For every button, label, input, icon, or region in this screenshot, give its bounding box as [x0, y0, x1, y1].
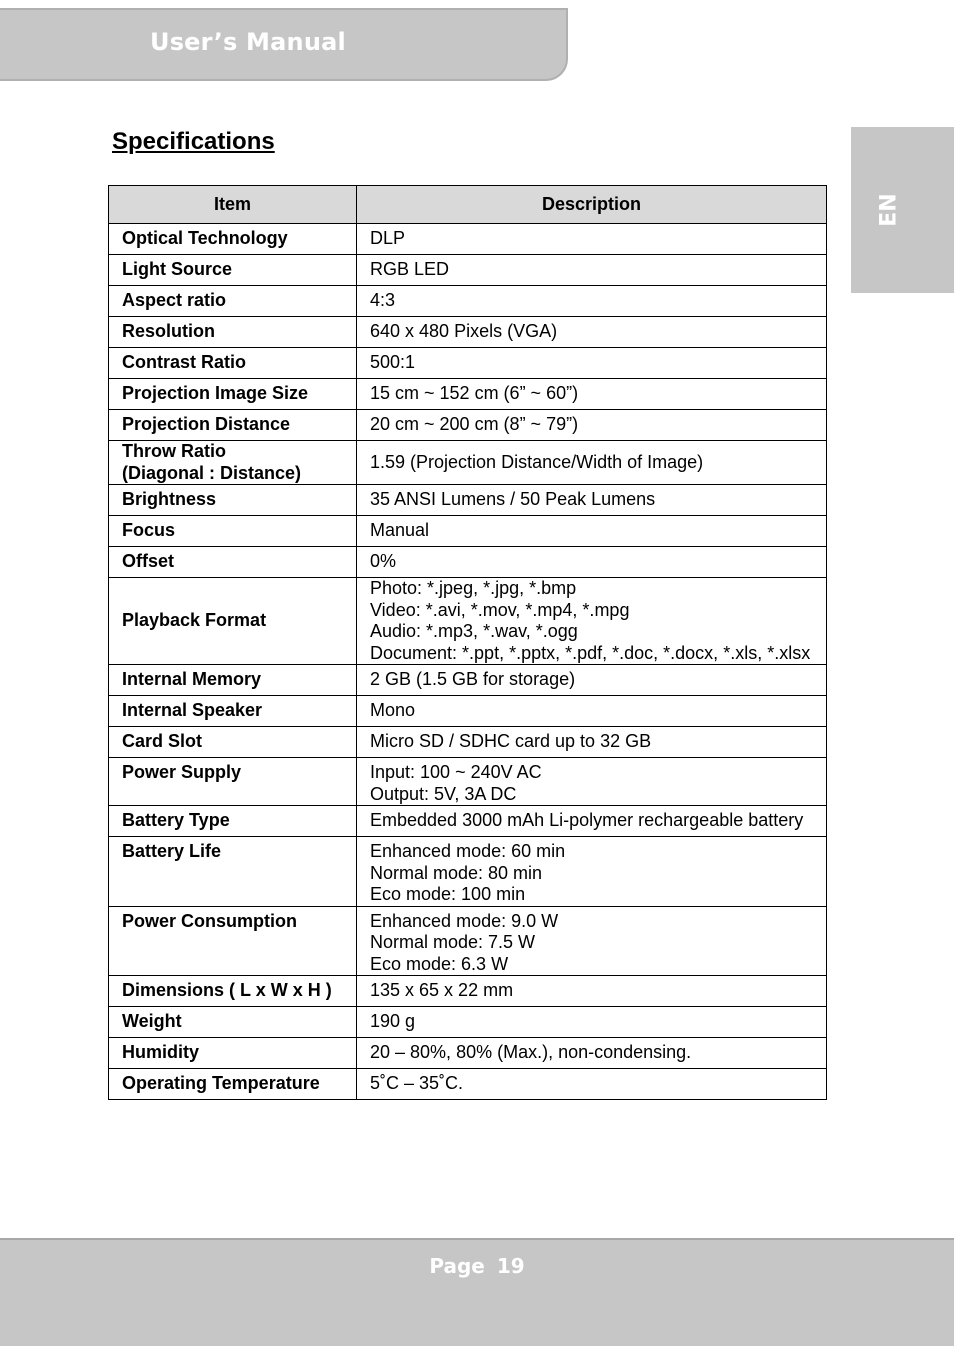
spec-description-cell: [357, 317, 827, 348]
spec-description-text: Normal mode: 7.5 W: [370, 932, 536, 952]
spec-item-text: Brightness: [122, 489, 217, 510]
spec-item-cell: [109, 516, 357, 547]
spec-item-cell: [109, 906, 357, 976]
table-row: [109, 255, 827, 286]
spec-item-text: Humidity: [122, 1042, 200, 1063]
table-row: [109, 578, 827, 665]
spec-item-text: Internal Memory: [122, 669, 262, 690]
language-tab: [851, 127, 954, 293]
spec-description-text: Manual: [370, 520, 430, 541]
table-row: [109, 317, 827, 348]
spec-description-text: Document: *.ppt, *.pptx, *.pdf, *.doc, *.docx, *.xls, *.xlsx: [370, 642, 811, 663]
spec-item-cell: [109, 1007, 357, 1038]
spec-item-cell: [109, 696, 357, 727]
spec-item-text: (Diagonal : Distance): [122, 462, 302, 483]
spec-description-text: Audio: *.mp3, *.wav, *.ogg: [370, 621, 578, 641]
spec-description-cell: [357, 441, 827, 485]
page-label: Page: [429, 1254, 485, 1278]
spec-item-cell: [109, 727, 357, 758]
spec-description-cell: [357, 516, 827, 547]
spec-description-text: 5˚C – 35˚C.: [370, 1073, 464, 1094]
spec-description-cell: [357, 837, 827, 907]
table-row: [109, 837, 827, 907]
spec-description-text: 2 GB (1.5 GB for storage): [370, 669, 576, 690]
spec-item-text: Battery Life: [122, 841, 222, 861]
spec-item-cell: [109, 1038, 357, 1069]
spec-description-cell: [357, 547, 827, 578]
table-row: [109, 348, 827, 379]
spec-item-cell: [109, 547, 357, 578]
spec-item-cell: [109, 348, 357, 379]
spec-item-cell: [109, 758, 357, 806]
spec-description-cell: [357, 1007, 827, 1038]
spec-item-text: Offset: [122, 551, 175, 572]
spec-item-text: Operating Temperature: [122, 1073, 320, 1094]
spec-item-text: Internal Speaker: [122, 700, 263, 721]
spec-description-cell: [357, 696, 827, 727]
table-row: [109, 758, 827, 806]
spec-description-text: 190 g: [370, 1011, 416, 1032]
spec-description-text: Eco mode: 100 min: [370, 884, 526, 904]
spec-item-cell: [109, 224, 357, 255]
table-row: [109, 441, 827, 485]
spec-item-text: Weight: [122, 1011, 182, 1032]
spec-item-text: Contrast Ratio: [122, 352, 247, 373]
spec-item-text: Dimensions ( L x W x H ): [122, 980, 332, 1001]
table-row: [109, 379, 827, 410]
spec-item-text: Light Source: [122, 259, 233, 280]
spec-description-cell: [357, 286, 827, 317]
spec-description-text: Photo: *.jpeg, *.jpg, *.bmp: [370, 578, 577, 598]
spec-description-cell: [357, 976, 827, 1007]
spec-item-cell: [109, 837, 357, 907]
table-row: [109, 1007, 827, 1038]
spec-description-text: Enhanced mode: 60 min: [370, 841, 566, 861]
spec-description-cell: [357, 348, 827, 379]
table-row: [109, 806, 827, 837]
spec-description-cell: [357, 727, 827, 758]
spec-item-text: Resolution: [122, 321, 215, 342]
spec-description-text: Video: *.avi, *.mov, *.mp4, *.mpg: [370, 599, 630, 620]
table-row: [109, 516, 827, 547]
spec-item-cell: [109, 976, 357, 1007]
table-body: [109, 224, 827, 1100]
spec-description-text: 1.59 (Projection Distance/Width of Image): [370, 451, 704, 472]
spec-description-text: Micro SD / SDHC card up to 32 GB: [370, 731, 652, 752]
section-title: Specifications: [112, 128, 275, 155]
table-row: [109, 1069, 827, 1100]
spec-item-text: Battery Type: [122, 810, 230, 831]
spec-item-cell: [109, 286, 357, 317]
spec-description-cell: [357, 1069, 827, 1100]
spec-description-text: 20 – 80%, 80% (Max.), non-condensing.: [370, 1042, 692, 1063]
spec-item-text: Projection Distance: [122, 414, 291, 435]
spec-description-cell: [357, 758, 827, 806]
spec-description-cell: [357, 410, 827, 441]
spec-item-cell: [109, 665, 357, 696]
spec-item-text: Optical Technology: [122, 228, 288, 249]
column-header-item: Item: [109, 186, 357, 224]
spec-description-cell: [357, 224, 827, 255]
spec-description-text: 135 x 65 x 22 mm: [370, 980, 514, 1001]
spec-description-text: Mono: [370, 700, 416, 721]
spec-item-text: Power Supply: [122, 762, 242, 782]
spec-description-text: 640 x 480 Pixels (VGA): [370, 321, 558, 342]
spec-description-text: Eco mode: 6.3 W: [370, 953, 509, 974]
spec-description-text: Normal mode: 80 min: [370, 862, 543, 883]
spec-item-text: Throw Ratio: [122, 441, 226, 461]
spec-description-cell: [357, 255, 827, 286]
spec-item-cell: [109, 1069, 357, 1100]
spec-item-text: Aspect ratio: [122, 290, 227, 311]
spec-description-text: 4:3: [370, 290, 396, 311]
spec-item-cell: [109, 410, 357, 441]
spec-description-cell: [357, 665, 827, 696]
spec-item-cell: [109, 441, 357, 485]
spec-item-cell: [109, 379, 357, 410]
table-header-row: [109, 186, 827, 224]
table-row: [109, 727, 827, 758]
table-row: [109, 547, 827, 578]
spec-item-cell: [109, 485, 357, 516]
column-header-description: Description: [357, 186, 827, 224]
spec-description-text: DLP: [370, 228, 406, 249]
document-title: User’s Manual: [150, 28, 346, 56]
spec-item-cell: [109, 806, 357, 837]
spec-item-cell: [109, 317, 357, 348]
table-row: [109, 696, 827, 727]
spec-description-cell: [357, 906, 827, 976]
table-row: [109, 665, 827, 696]
spec-description-text: 500:1: [370, 352, 416, 373]
spec-description-text: 20 cm ~ 200 cm (8” ~ 79”): [370, 414, 579, 435]
language-label: EN: [876, 193, 902, 227]
table-row: [109, 410, 827, 441]
spec-description-text: 15 cm ~ 152 cm (6” ~ 60”): [370, 383, 579, 404]
spec-item-text: Focus: [122, 520, 176, 541]
table-row: [109, 286, 827, 317]
spec-item-cell: [109, 578, 357, 665]
spec-item-text: Projection Image Size: [122, 383, 309, 404]
spec-description-text: Embedded 3000 mAh Li-polymer rechargeable battery: [370, 810, 804, 831]
page-number-value: 19: [496, 1254, 525, 1278]
spec-description-cell: [357, 379, 827, 410]
table-row: [109, 906, 827, 976]
spec-description-text: 0%: [370, 551, 397, 572]
table-row: [109, 485, 827, 516]
table-row: [109, 976, 827, 1007]
table-row: [109, 1038, 827, 1069]
spec-description-cell: [357, 578, 827, 665]
spec-description-cell: [357, 1038, 827, 1069]
spec-item-cell: [109, 255, 357, 286]
spec-description-text: RGB LED: [370, 259, 450, 280]
table-row: [109, 224, 827, 255]
spec-item-text: Playback Format: [122, 610, 267, 631]
spec-description-cell: [357, 806, 827, 837]
spec-description-text: Enhanced mode: 9.0 W: [370, 910, 559, 931]
spec-description-text: Output: 5V, 3A DC: [370, 783, 517, 804]
specifications-table: [108, 185, 827, 1100]
page-number: [0, 1254, 954, 1278]
spec-description-text: 35 ANSI Lumens / 50 Peak Lumens: [370, 489, 656, 510]
spec-item-text: Card Slot: [122, 731, 203, 752]
spec-description-cell: [357, 485, 827, 516]
spec-item-text: Power Consumption: [122, 910, 297, 931]
spec-description-text: Input: 100 ~ 240V AC: [370, 762, 542, 782]
